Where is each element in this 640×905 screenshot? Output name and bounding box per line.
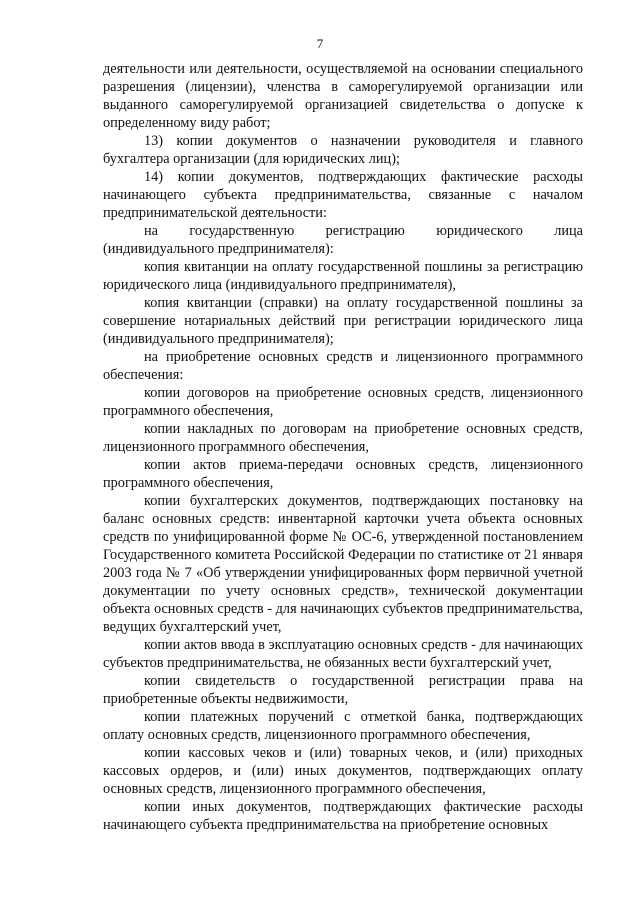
paragraph-fixed-assets-purchase: на приобретение основных средств и лицензионного программного обеспечения: <box>103 349 583 383</box>
paragraph-accounting-documents: копии бухгалтерских документов, подтверждающих постановку на баланс основных средств: инвентарной карточки учета объекта основных средств по унифицированной форме № ОС-6, утвержденной постановлением Государственного комитета Российской Федерации по статистике от 21 января 2003 года № 7 «Об утверждении унифицированных форм первичной учетной документации по учету основных средств», технической документации объекта основных средств - для начинающих субъектов предпринимательства, ведущих бухгалтерский учет, <box>103 493 583 635</box>
paragraph-state-registration: на государственную регистрацию юридического лица (индивидуального предпринимателя): <box>103 223 583 257</box>
paragraph-item-13: 13) копии документов о назначении руководителя и главного бухгалтера организации (для юридических лиц); <box>103 133 583 167</box>
paragraph-transfer-acts-copies: копии актов приема-передачи основных средств, лицензионного программного обеспечения, <box>103 457 583 491</box>
paragraph-cash-receipts: копии кассовых чеков и (или) товарных чеков, и (или) приходных кассовых ордеров, и (или) иных документов, подтверждающих оплату основных средств, лицензионного программного обеспечения, <box>103 745 583 797</box>
document-body <box>103 60 583 834</box>
paragraph-property-certificates: копии свидетельств о государственной регистрации права на приобретенные объекты недвижимости, <box>103 673 583 707</box>
paragraph-item-14: 14) копии документов, подтверждающих фактические расходы начинающего субъекта предпринимательства, связанные с началом предпринимательской деятельности: <box>103 169 583 221</box>
page-number: 7 <box>316 36 324 51</box>
paragraph-other-documents: копии иных документов, подтверждающих фактические расходы начинающего субъекта предпринимательства на приобретение основных <box>103 799 583 833</box>
paragraph-commissioning-acts: копии актов ввода в эксплуатацию основных средств - для начинающих субъектов предпринимательства, не обязанных вести бухгалтерский учет, <box>103 637 583 671</box>
paragraph-continuation: деятельности или деятельности, осуществляемой на основании специального разрешения (лицензии), членства в саморегулируемой организации или выданного саморегулируемой организацией свидетельства о допуске к определенному виду работ; <box>103 61 583 131</box>
paragraph-contracts-copies: копии договоров на приобретение основных средств, лицензионного программного обеспечения, <box>103 385 583 419</box>
paragraph-payment-orders: копии платежных поручений с отметкой банка, подтверждающих оплату основных средств, лицензионного программного обеспечения, <box>103 709 583 743</box>
paragraph-invoices-copies: копии накладных по договорам на приобретение основных средств, лицензионного программного обеспечения, <box>103 421 583 455</box>
paragraph-notary-receipt: копия квитанции (справки) на оплату государственной пошлины за совершение нотариальных действий при регистрации юридического лица (индивидуального предпринимателя); <box>103 295 583 347</box>
paragraph-fee-receipt: копия квитанции на оплату государственной пошлины за регистрацию юридического лица (индивидуального предпринимателя), <box>103 259 583 293</box>
